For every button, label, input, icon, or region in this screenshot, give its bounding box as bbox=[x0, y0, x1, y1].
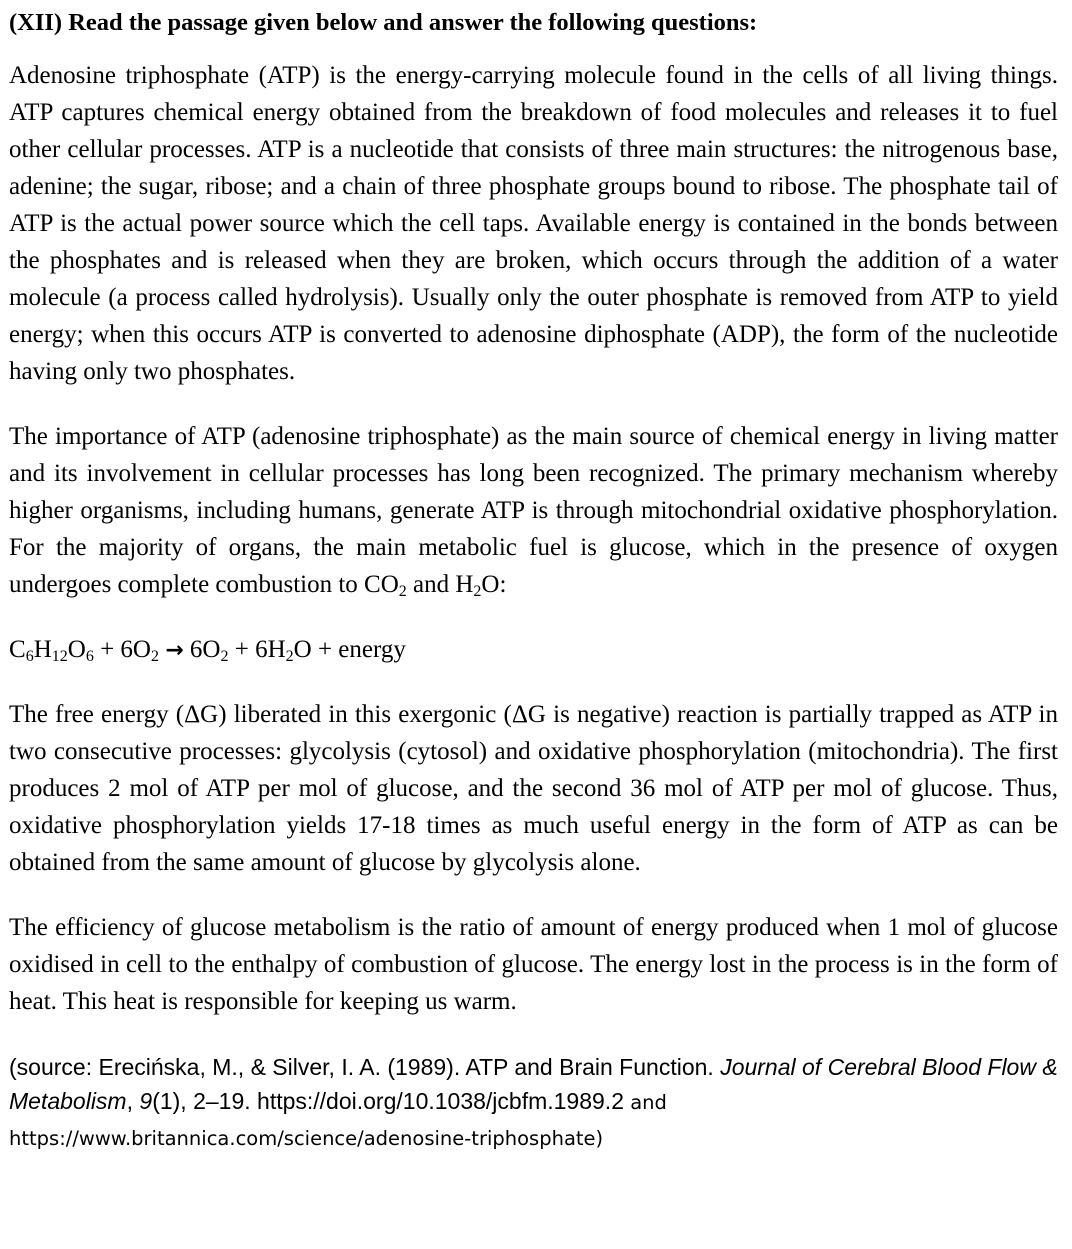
passage-paragraph-2 bbox=[9, 418, 1058, 603]
britannica-link[interactable]: https://www.britannica.com/science/adenosine-triphosphate) bbox=[9, 1127, 604, 1150]
arrow-icon: → bbox=[165, 638, 184, 663]
subscript: 2 bbox=[220, 648, 229, 665]
chemical-equation bbox=[9, 631, 1058, 669]
equation-part: C bbox=[9, 636, 26, 663]
passage-paragraph-1: Adenosine triphosphate (ATP) is the energy-carrying molecule found in the cells of all living things. ATP captures chemical energy obtained from the breakdown of food molecules and releases it to fuel other cellular processes. ATP is a nucleotide that consists of three main structures: the nitrogenous base, adenine; the sugar, ribose; and a chain of three phosphate groups bound to ribose. The phosphate tail of ATP is the actual power source which the cell taps. Available energy is contained in the bonds between the phosphates and is released when they are broken, which occurs through the addition of a water molecule (a process called hydrolysis). Usually only the outer phosphate is removed from ATP to yield energy; when this occurs ATP is converted to adenosine diphosphate (ADP), the form of the nucleotide having only two phosphates. bbox=[9, 62, 1058, 385]
passage-paragraph-4: The efficiency of glucose metabolism is the ratio of amount of energy produced when 1 mol of glucose oxidised in cell to the enthalpy of combustion of glucose. The energy lost in the process is in the form of heat. This heat is responsible for keeping us warm. bbox=[9, 914, 1058, 1015]
citation-text[interactable]: (1), 2–19. https://doi.org/10.1038/jcbfm.1989.2 bbox=[152, 1088, 624, 1114]
paragraph-2-text: The importance of ATP (adenosine triphosphate) as the main source of chemical energy in living matter and its involvement in cellular processes has long been recognized. The primary mechanism whereby higher organisms, including humans, generate ATP is through mitochondrial oxidative phosphorylation. For the majority of organs, the main metabolic fuel is glucose, which in the presence of oxygen undergoes complete combustion to CO bbox=[9, 423, 1058, 598]
citation-text: (source: Erecińska, M., & Silver, I. A. (1989). ATP and Brain Function. bbox=[9, 1054, 721, 1080]
citation-text: , bbox=[126, 1088, 140, 1114]
passage-paragraph-3: The free energy (ΔG) liberated in this exergonic (ΔG is negative) reaction is partially trapped as ATP in two consecutive processes: glycolysis (cytosol) and oxidative phosphorylation (mitochondria). The first produces 2 mol of ATP per mol of glucose, and the second 36 mol of ATP per mol of glucose. Thus, oxidative phosphorylation yields 17-18 times as much useful energy in the form of ATP as can be obtained from the same amount of glucose by glycolysis alone. bbox=[9, 701, 1058, 876]
equation-part: + 6H bbox=[228, 636, 286, 663]
equation-part: + energy bbox=[311, 636, 406, 663]
source-citation bbox=[9, 1050, 1058, 1156]
equation-part: H bbox=[33, 636, 52, 663]
subscript: 6 bbox=[85, 648, 94, 665]
equation-part: + 6O bbox=[93, 636, 151, 663]
paragraph-2-and: and H bbox=[406, 571, 474, 598]
volume-number: 9 bbox=[139, 1088, 153, 1114]
citation-and: and bbox=[624, 1091, 667, 1114]
journal-title: Journal of Cerebral Blood Flow & Metabolism bbox=[9, 1054, 1058, 1114]
subscript: 12 bbox=[51, 648, 68, 665]
subscript: 2 bbox=[285, 648, 294, 665]
equation-part: 6O bbox=[183, 636, 221, 663]
subscript: 2 bbox=[398, 583, 407, 600]
paragraph-2-end: O: bbox=[481, 571, 507, 598]
subscript: 2 bbox=[473, 583, 482, 600]
subscript: 2 bbox=[150, 648, 159, 665]
equation-part: O bbox=[67, 636, 86, 663]
question-heading: (XII) Read the passage given below and answer the following questions: bbox=[9, 9, 758, 36]
subscript: 6 bbox=[25, 648, 34, 665]
equation-part: O bbox=[293, 636, 312, 663]
